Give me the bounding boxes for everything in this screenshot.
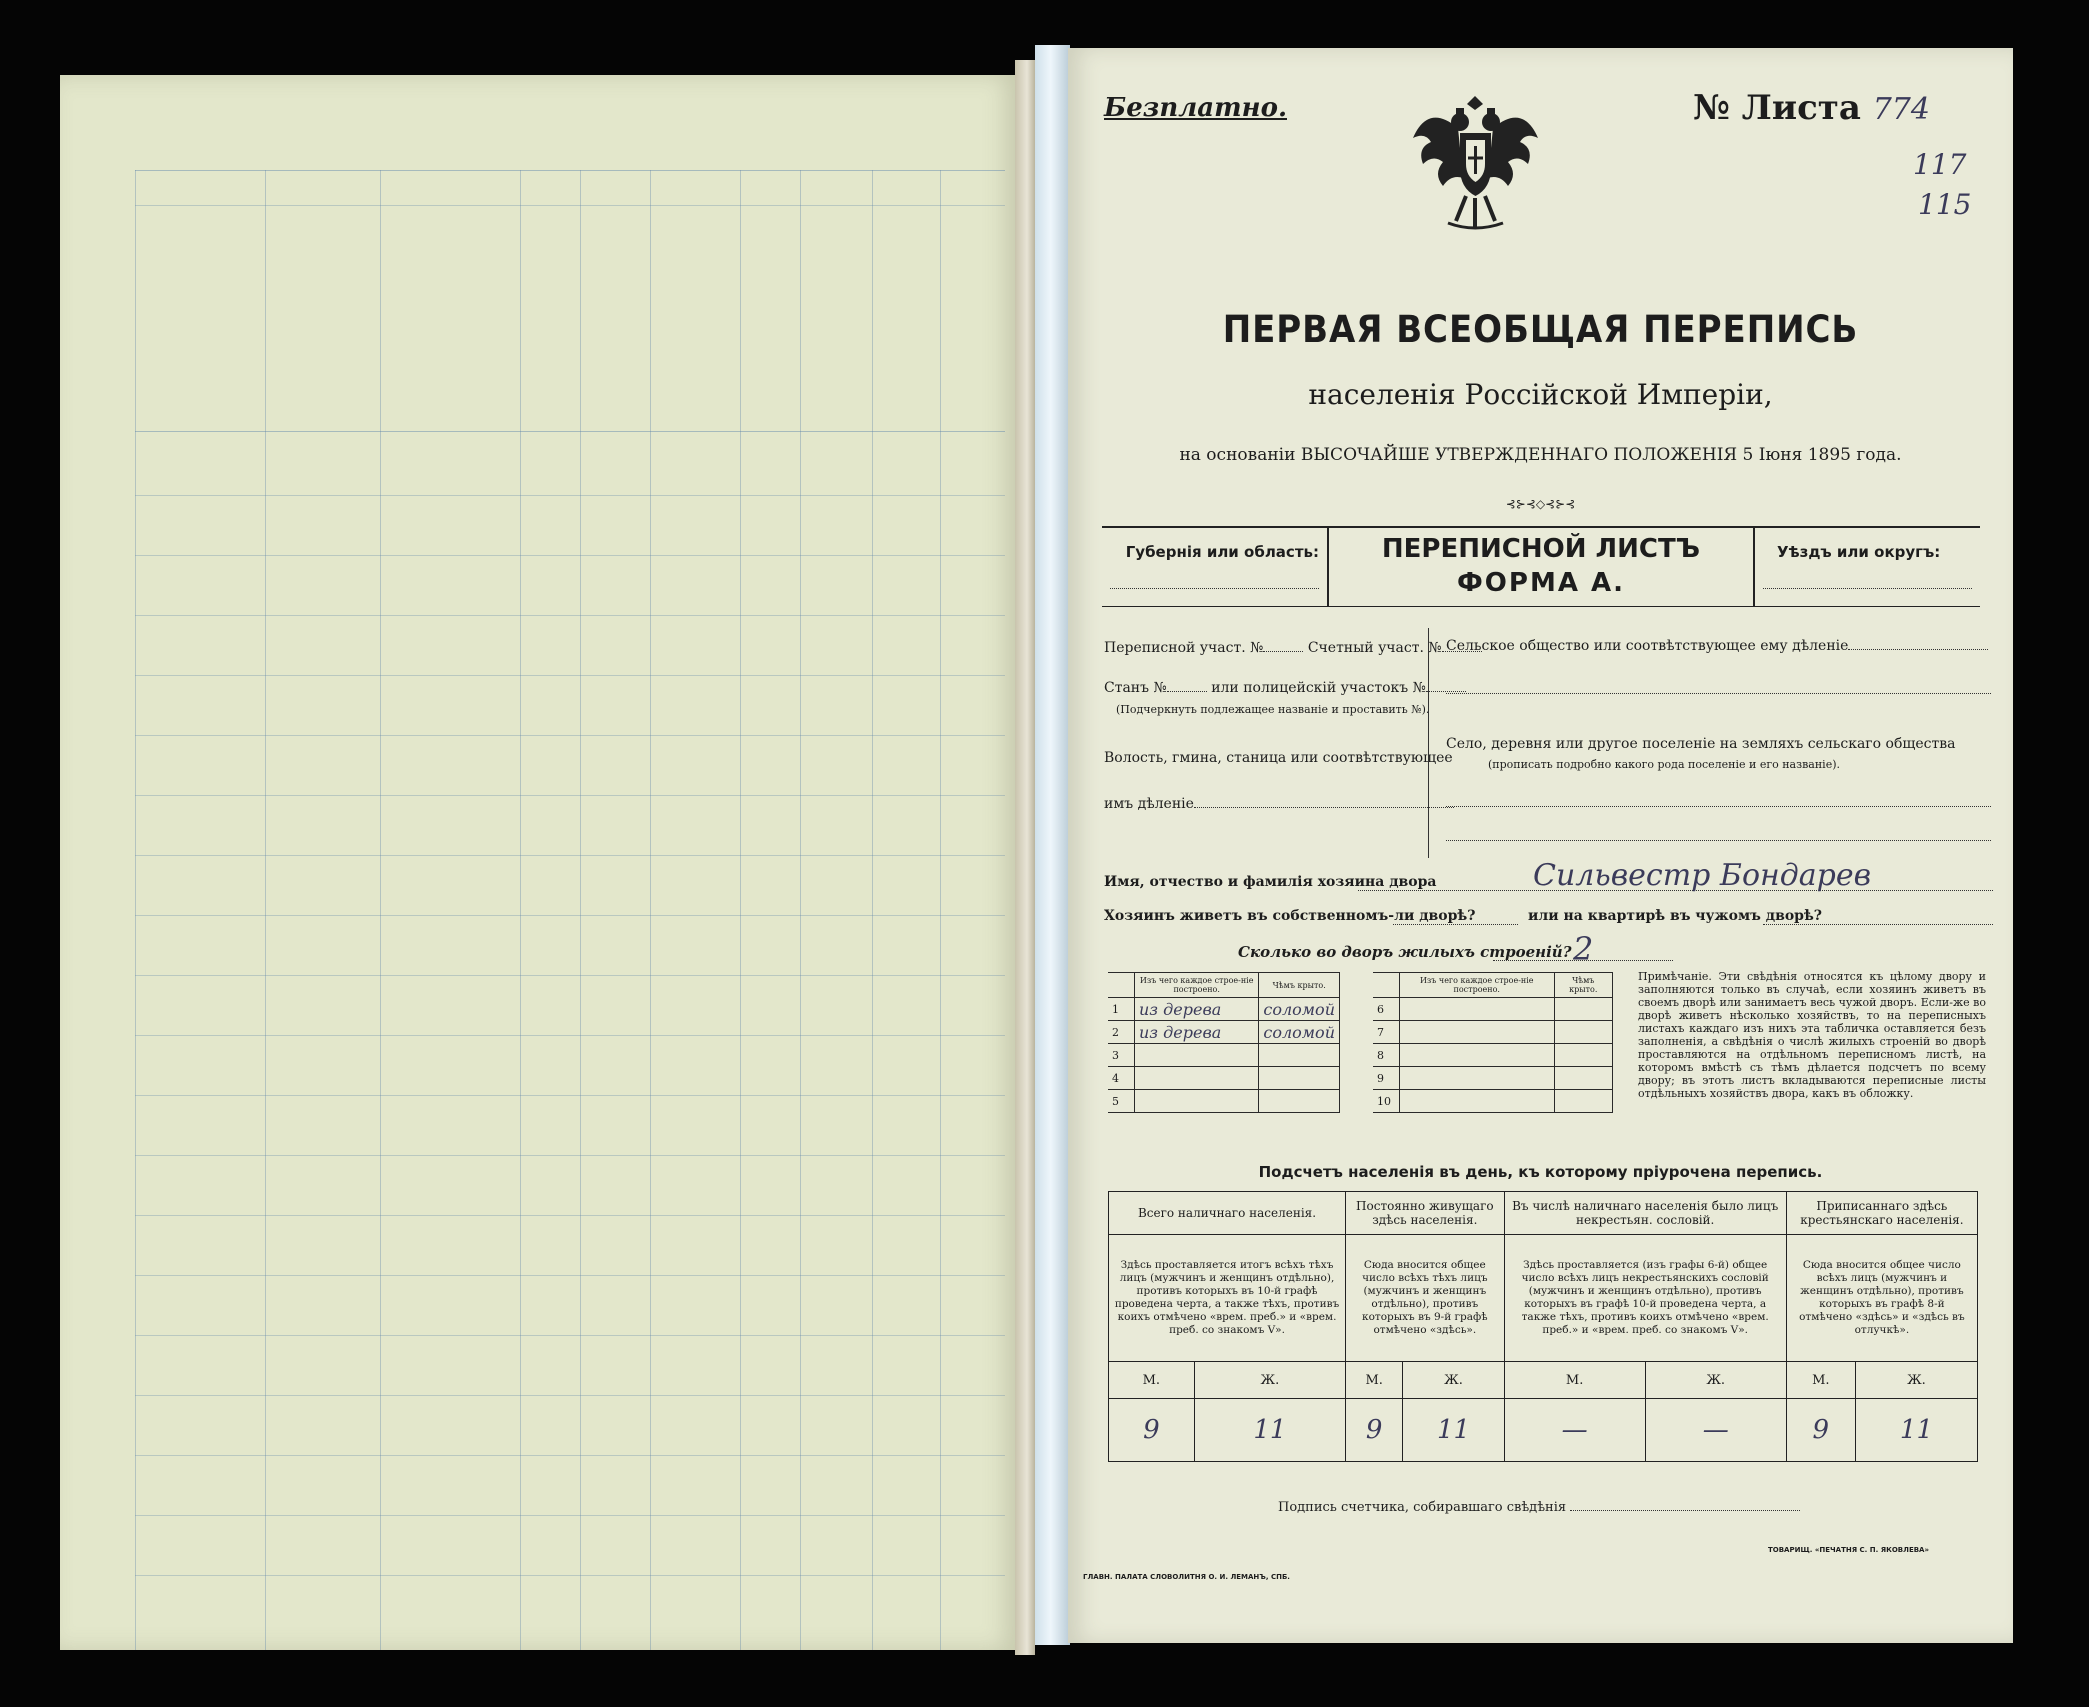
form-title: ФОРМА А. — [1457, 568, 1625, 598]
buildings-note: Примѣчаніе. Эти свѣдѣнія относятся къ цѣлому двору и заполняются только въ случаѣ, если хозяинъ живетъ въ своемъ дворѣ или занимаетъ весь чужой дворъ. Если-же во дворѣ живетъ нѣсколько хозяйствъ, то на переписныхъ листахъ каждаго изъ нихъ эта табличка оставляется безъ заполненія, а свѣдѣнія о числѣ жилыхъ строеній во дворѣ проставляются на отдѣльномъ переписномъ листѣ, на которомъ вмѣстѣ съ тѣмъ дѣлается подсчетъ по всему двору; въ этотъ листъ вкладываются переписные листы отдѣльныхъ хозяйствъ двора, какъ въ обложку. — [1638, 970, 1986, 1100]
census-subtitle: населенія Россійской Имперіи, — [1308, 378, 1773, 411]
census-district-field: Переписной участ. № Счетный участ. № — [1104, 640, 1482, 656]
ornament-divider: ⊰⊱⊰◇⊰⊱⊰ — [1505, 497, 1576, 511]
village-label: Село, деревня или другое поселеніе на земляхъ сельскаго общества — [1446, 736, 1956, 752]
table-row: 1 из дерева соломой — [1108, 998, 1340, 1021]
owner-lives-other-label: или на квартирѣ въ чужомъ дворѣ? — [1528, 908, 1822, 924]
left-page-blank-grid — [60, 75, 1015, 1650]
count-values-row: 9 11 9 11 — — 9 11 — [1109, 1399, 1978, 1462]
printer-imprint-right: ТОВАРИЩ. «ПЕЧАТНЯ С. П. ЯКОВЛЕВА» — [1768, 1546, 1929, 1554]
table-row: 4 — [1108, 1067, 1340, 1090]
stan-note: (Подчеркнуть подлежащее названіе и проставить №). — [1116, 703, 1430, 716]
fields-divider — [1428, 628, 1429, 858]
buildings-table-left: Изъ чего каждое строе-ніе построено. Чѣмъ крыто. 1 из дерева соломой 2 из дерева соломой 3 4 5 — [1108, 972, 1340, 1113]
stan-field: Станъ № или полицейскій участокъ № — [1104, 680, 1466, 696]
census-title: ПЕРВАЯ ВСЕОБЩАЯ ПЕРЕПИСЬ — [1222, 308, 1859, 351]
table-row: 7 — [1373, 1021, 1613, 1044]
sheet-number-value: 774 — [1872, 92, 1930, 127]
owner-name-value: Сильвестр Бондарев — [1533, 858, 1872, 893]
statute-line: на основаніи ВЫСОЧАЙШЕ УТВЕРЖДЕННАГО ПОЛОЖЕНІЯ 5 Іюня 1895 года. — [1179, 445, 1902, 465]
printer-imprint-left: ГЛАВН. ПАЛАТА СЛОВОЛИТНЯ О. И. ЛЕМАНЪ, СПБ. — [1083, 1573, 1290, 1581]
imperial-eagle-emblem-icon — [1408, 88, 1543, 238]
buildings-table-right: Изъ чего каждое строе-ніе построено. Чѣмъ крыто. 6 7 8 9 10 — [1373, 972, 1613, 1113]
volost-field: имъ дѣленіе — [1104, 796, 1454, 812]
table-row: 10 — [1373, 1090, 1613, 1113]
province-cell — [1102, 528, 1329, 606]
population-count-heading: Подсчетъ населенія въ день, къ которому пріурочена перепись. — [1258, 1163, 1823, 1181]
table-row: 9 — [1373, 1067, 1613, 1090]
form-header-box — [1102, 526, 1980, 607]
binding-strip — [1015, 60, 1035, 1655]
spine-tape — [1035, 45, 1070, 1645]
volost-label: Волость, гмина, станица или соотвѣтствующее — [1104, 750, 1453, 766]
province-label: Губернія или область: — [1125, 543, 1319, 561]
table-row: 3 — [1108, 1044, 1340, 1067]
village-note: (прописать подробно какого рода поселеніе и его названіе). — [1488, 758, 1840, 771]
table-row: 5 — [1108, 1090, 1340, 1113]
table-row: 8 — [1373, 1044, 1613, 1067]
free-label: Безплатно. — [1104, 93, 1287, 123]
table-row: 2 из дерева соломой — [1108, 1021, 1340, 1044]
owner-lives-own-label: Хозяинъ живетъ въ собственномъ-ли дворѣ? — [1104, 908, 1476, 924]
sheet-number — [1693, 88, 1930, 128]
margin-number-2: 115 — [1918, 188, 1972, 221]
district-label: Уѣздъ или округъ: — [1777, 543, 1941, 561]
houses-count-value: 2 — [1573, 930, 1594, 968]
sheet-number-label: № Листа — [1693, 88, 1861, 128]
owner-label: Имя, отчество и фамилія хозяина двора — [1104, 874, 1437, 890]
sheet-title: ПЕРЕПИСНОЙ ЛИСТЪ — [1381, 534, 1701, 564]
houses-label: Сколько во дворъ жилыхъ строеній? — [1238, 943, 1572, 961]
rural-society-field: Сельское общество или соотвѣтствующее ему дѣленіе — [1446, 638, 1988, 654]
district-cell — [1753, 528, 1980, 606]
enumerator-signature-field: Подпись счетчика, собиравшаго свѣдѣнія — [1278, 1500, 1800, 1515]
population-count-table: Всего наличнаго населенія. Постоянно живущаго здѣсь населенія. Въ числѣ наличнаго населенія было лицъ некрестьян. сословій. Приписаннаго здѣсь крестьянскаго населенія. Здѣсь проставляется итогъ всѣхъ тѣхъ лицъ (мужчинъ и женщинъ отдѣльно), противъ которыхъ въ 10-й графѣ проведена черта, а также тѣхъ, противъ коихъ отмѣчено «врем. преб.» и «врем. преб. со знакомъ V». Сюда вносится общее число всѣхъ тѣхъ лицъ (мужчинъ и женщинъ отдѣльно), противъ которыхъ въ 9-й графѣ отмѣчено «здѣсь». Здѣсь проставляется (изъ графы 6-й) общее число всѣхъ лицъ некрестьянскихъ сословій (мужчинъ и женщинъ отдѣльно), противъ которыхъ въ графѣ 10-й проведена черта, а также тѣхъ, противъ коихъ отмѣчено «врем. преб.» и «врем. преб. со знакомъ V». Сюда вносится общее число всѣхъ лицъ (мужчинъ и женщинъ отдѣльно), противъ которыхъ въ графѣ 8-й отмѣчено «здѣсь» и «здѣсь въ отлучкѣ». М. Ж. М. Ж. М. Ж. М. Ж. 9 11 9 11 — — 9 11 — [1108, 1191, 1978, 1462]
table-row: 6 — [1373, 998, 1613, 1021]
margin-number-1: 117 — [1913, 148, 1967, 181]
census-form-page — [1068, 48, 2013, 1643]
